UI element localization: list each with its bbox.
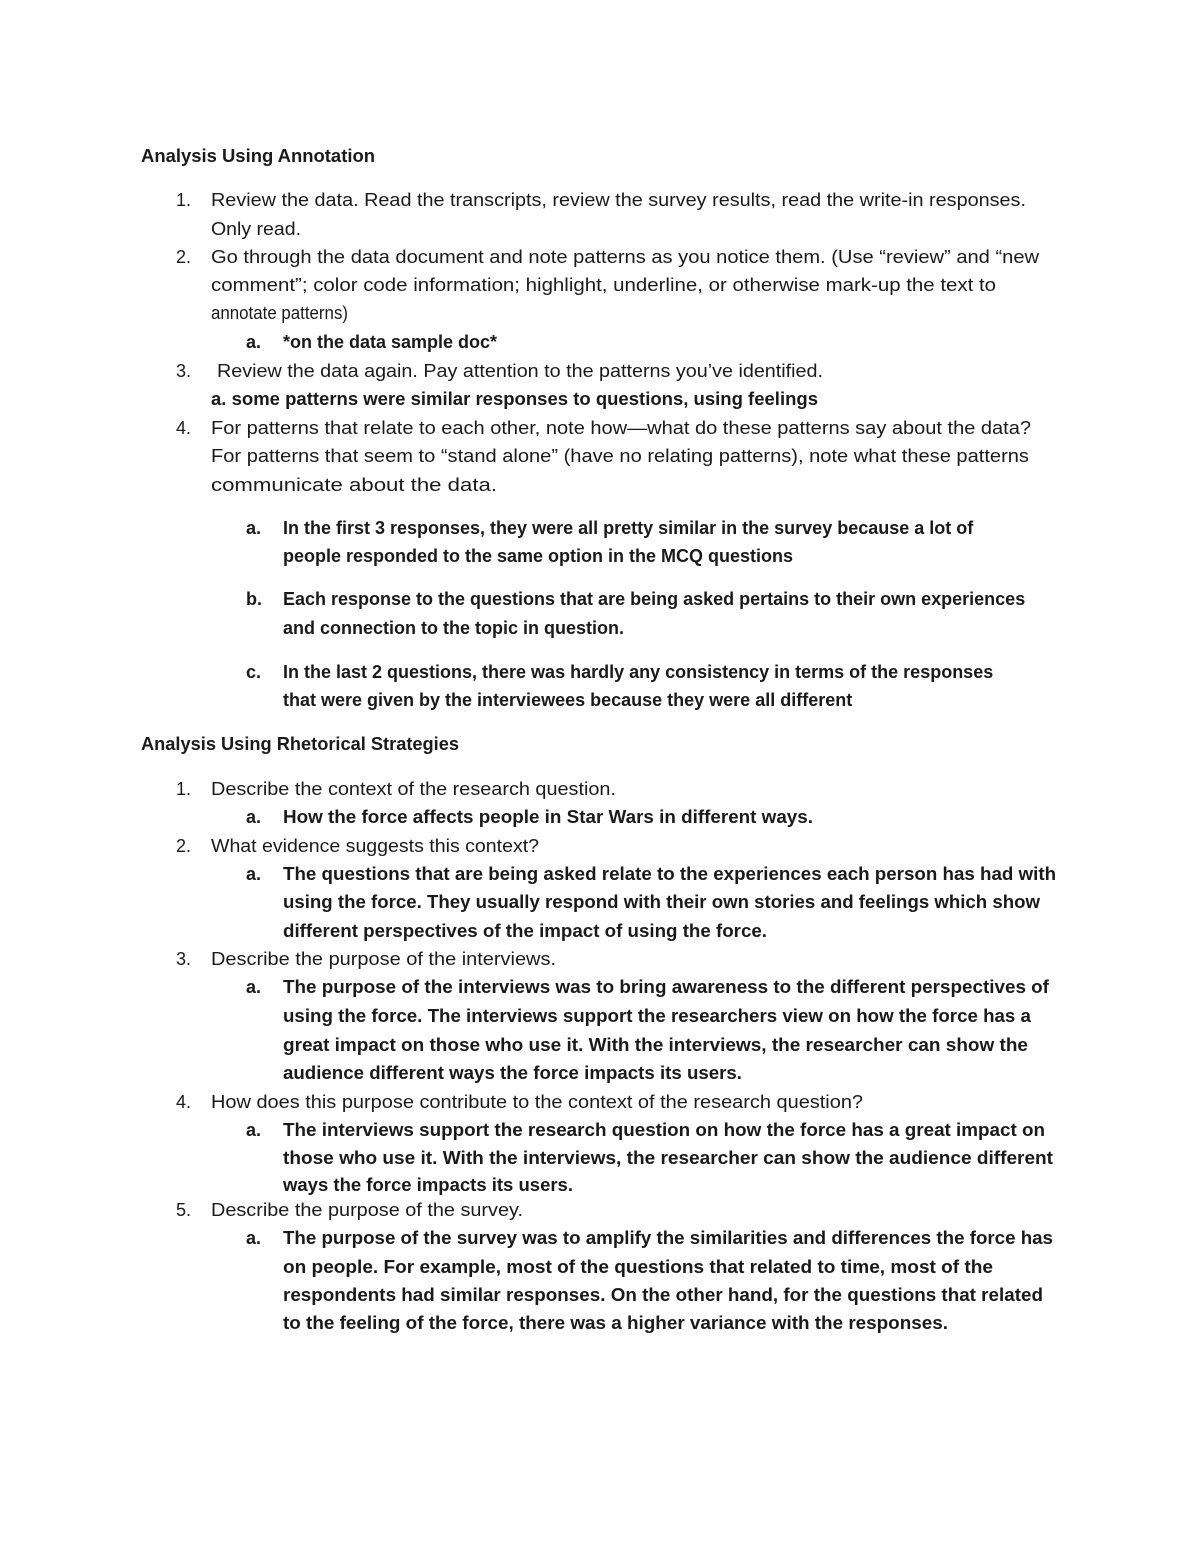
list-number: 3.	[176, 949, 192, 969]
sub-item-text: respondents had similar responses. On the other hand, for the questions that related	[283, 1285, 1043, 1305]
list-item-text: Describe the purpose of the survey.	[211, 1200, 523, 1220]
list-number: 5.	[176, 1200, 192, 1220]
list-item-text: Describe the context of the research question.	[211, 779, 617, 799]
sub-item-text: great impact on those who use it. With the interviews, the researcher can show the	[283, 1035, 1028, 1055]
sub-item-text: using the force. They usually respond with their own stories and feelings which show	[283, 892, 1040, 912]
sub-item-label: a.	[246, 977, 262, 997]
list-item-text: For patterns that relate to each other, note how—what do these patterns say about the data?	[211, 418, 1032, 438]
sub-item-text: using the force. The interviews support the researchers view on how the force has a	[283, 1006, 1031, 1026]
sub-item-label: a.	[246, 807, 262, 827]
sub-item-label: a.	[246, 864, 262, 884]
list-item-text: Review the data. Read the transcripts, review the survey results, read the write-in responses.	[211, 190, 1026, 210]
list-number: 1.	[176, 779, 192, 799]
sub-item-label: b.	[246, 589, 262, 609]
sub-item-label: c.	[246, 662, 262, 682]
sub-item-text: a. some patterns were similar responses to questions, using feelings	[211, 389, 819, 409]
list-item-text: How does this purpose contribute to the context of the research question?	[211, 1092, 864, 1112]
list-item-text: What evidence suggests this context?	[211, 836, 540, 856]
list-item-text: annotate patterns)	[211, 303, 349, 323]
section-heading: Analysis Using Annotation	[141, 146, 375, 166]
sub-item-text: The questions that are being asked relate to the experiences each person has had with	[283, 864, 1057, 884]
sub-item-text: In the last 2 questions, there was hardly any consistency in terms of the responses	[283, 662, 994, 682]
sub-item-label: a.	[246, 518, 262, 538]
section-heading: Analysis Using Rhetorical Strategies	[141, 734, 460, 754]
sub-item-text: The interviews support the research question on how the force has a great impact on	[283, 1120, 1046, 1140]
list-item-text: For patterns that seem to “stand alone” (have no relating patterns), note what these patterns	[211, 446, 1029, 466]
sub-item-label: a.	[246, 1120, 262, 1140]
list-number: 2.	[176, 836, 192, 856]
sub-item-text: to the feeling of the force, there was a higher variance with the responses.	[283, 1313, 948, 1333]
sub-item-text: In the first 3 responses, they were all pretty similar in the survey because a lot of	[283, 518, 974, 538]
sub-item-text: audience different ways the force impacts its users.	[283, 1063, 743, 1083]
list-number: 2.	[176, 247, 192, 267]
sub-item-text: The purpose of the interviews was to bring awareness to the different perspectives of	[283, 977, 1049, 997]
sub-item-text: *on the data sample doc*	[283, 332, 498, 352]
list-item-text: Go through the data document and note patterns as you notice them. (Use “review” and “new	[211, 247, 1040, 267]
sub-item-text: How the force affects people in Star Wars in different ways.	[283, 807, 814, 827]
list-item-text: communicate about the data.	[211, 475, 497, 495]
list-item-text: comment”; color code information; highlight, underline, or otherwise mark-up the text to	[211, 275, 997, 295]
sub-item-text: and connection to the topic in question.	[283, 618, 624, 638]
sub-item-text: different perspectives of the impact of using the force.	[283, 921, 768, 941]
sub-item-label: a.	[246, 1228, 262, 1248]
list-number: 4.	[176, 418, 192, 438]
list-item-text: Review the data again. Pay attention to the patterns you’ve identified.	[217, 361, 823, 381]
sub-item-text: The purpose of the survey was to amplify the similarities and differences the force has	[283, 1228, 1053, 1248]
sub-item-text: ways the force impacts its users.	[283, 1175, 573, 1195]
list-number: 4.	[176, 1092, 192, 1112]
sub-item-text: Each response to the questions that are being asked pertains to their own experiences	[283, 589, 1026, 609]
list-number: 1.	[176, 190, 192, 210]
list-item-text: Describe the purpose of the interviews.	[211, 949, 556, 969]
sub-item-text: people responded to the same option in the MCQ questions	[283, 546, 794, 566]
sub-item-label: a.	[246, 332, 262, 352]
list-number: 3.	[176, 361, 192, 381]
sub-item-text: on people. For example, most of the questions that related to time, most of the	[283, 1257, 994, 1277]
sub-item-text: that were given by the interviewees because they were all different	[283, 690, 853, 710]
list-item-text: Only read.	[211, 219, 301, 239]
sub-item-text: those who use it. With the interviews, the researcher can show the audience different	[283, 1148, 1054, 1168]
